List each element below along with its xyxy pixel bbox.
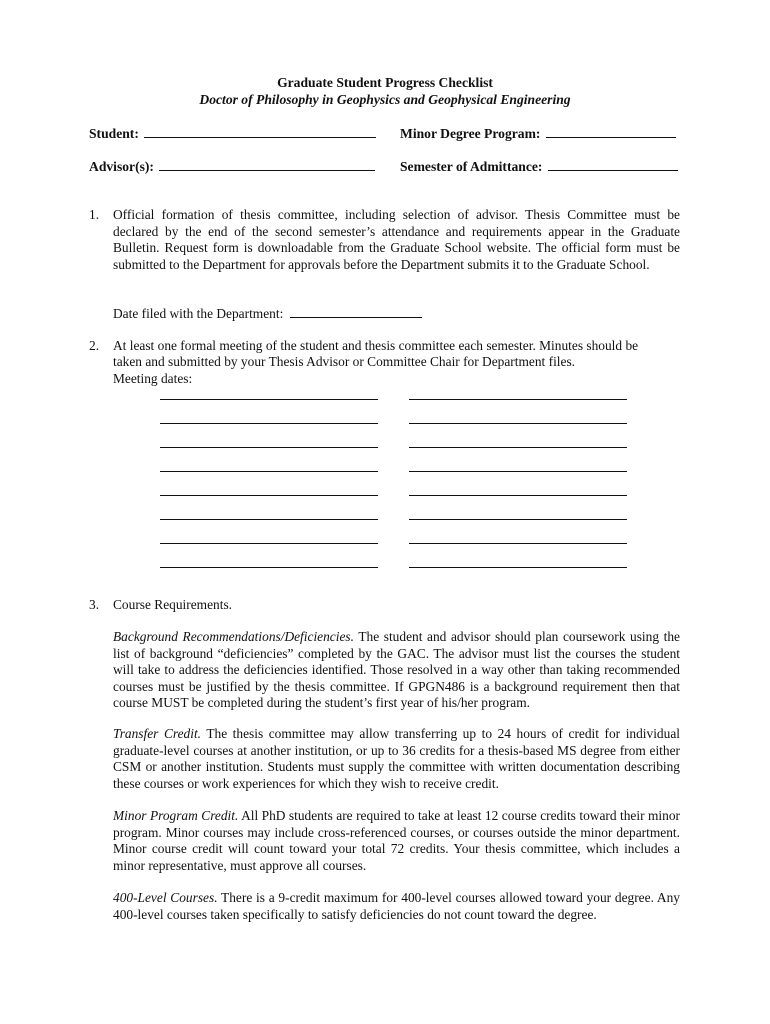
section-body: There is a 9-credit maximum for 400-level courses allowed toward your degree. Any 400-level courses taken specifically to satisfy deficiencies do not count toward the degree. — [113, 890, 680, 922]
item-1-number: 1. — [89, 207, 100, 222]
minor-program-credit-paragraph — [113, 808, 680, 874]
minor-program-blank[interactable] — [546, 125, 676, 138]
meeting-date-line[interactable] — [409, 519, 627, 520]
section-lead: Transfer Credit. — [113, 726, 202, 741]
section-lead: Background Recommendations/Deficiencies. — [113, 629, 354, 644]
meeting-date-line[interactable] — [160, 447, 378, 448]
semester-label: Semester of Admittance: — [400, 159, 543, 174]
meeting-date-line[interactable] — [409, 567, 627, 568]
meeting-date-line[interactable] — [160, 519, 378, 520]
meeting-date-line[interactable] — [409, 423, 627, 424]
advisor-field — [89, 158, 375, 176]
date-filed-field — [113, 305, 422, 323]
meeting-date-line[interactable] — [409, 447, 627, 448]
transfer-credit-paragraph — [113, 726, 680, 792]
advisor-label: Advisor(s): — [89, 159, 154, 174]
student-label: Student: — [89, 126, 139, 141]
date-filed-label: Date filed with the Department: — [113, 306, 284, 321]
item-3-number: 3. — [89, 597, 100, 612]
meeting-date-line[interactable] — [409, 495, 627, 496]
semester-blank[interactable] — [548, 158, 678, 171]
student-blank[interactable] — [144, 125, 376, 138]
item-2-number: 2. — [89, 338, 100, 353]
meeting-date-line[interactable] — [409, 399, 627, 400]
item-1-text: Official formation of thesis committee, including selection of advisor. Thesis Committee must be declared by the end of the second semester’s attendance and requirements appear in the Graduate Bulletin. Request form is downloadable from the Graduate School website. The official form must be submitted to the Department for approvals before the Department submits it to the Graduate School. — [113, 207, 680, 272]
meeting-date-line[interactable] — [160, 399, 378, 400]
page-subtitle: Doctor of Philosophy in Geophysics and Geophysical Engineering — [199, 92, 571, 107]
advisor-blank[interactable] — [159, 158, 375, 171]
minor-program-field — [400, 125, 676, 143]
meeting-date-line[interactable] — [409, 543, 627, 544]
section-body: The thesis committee may allow transferring up to 24 hours of credit for individual graduate-level courses at another institution, or up to 36 credits for a thesis-based MS degree from either CSM or another institution. Students must supply the committee with written documentation describing these courses or work experiences for which they wish to receive credit. — [113, 726, 680, 791]
section-lead: Minor Program Credit. — [113, 808, 239, 823]
meeting-date-line[interactable] — [160, 543, 378, 544]
student-field — [89, 125, 376, 143]
item-2-line-2: taken and submitted by your Thesis Advisor or Committee Chair for Department files. — [113, 354, 576, 369]
meeting-date-line[interactable] — [160, 423, 378, 424]
meeting-dates-label: Meeting dates: — [113, 371, 193, 386]
section-body: The student and advisor should plan coursework using the list of background “deficiencies” completed by the GAC. The advisor must list the courses the student will take to address the deficiencies identified. Those resolved in a way other than taking recommended courses must be justified by the thesis committee. If GPGN486 is a background requirement then that course MUST be completed during the student’s first year of his/her program. — [113, 629, 680, 711]
minor-program-label: Minor Degree Program: — [400, 126, 541, 141]
item-2-line-1: At least one formal meeting of the student and thesis committee each semester. Minutes should be — [113, 338, 639, 353]
date-filed-blank[interactable] — [290, 305, 422, 318]
item-3-heading: Course Requirements. — [113, 597, 233, 612]
section-lead: 400-Level Courses. — [113, 890, 218, 905]
semester-field — [400, 158, 678, 176]
meeting-date-line[interactable] — [160, 567, 378, 568]
400-level-courses-paragraph — [113, 890, 680, 923]
meeting-date-line[interactable] — [160, 495, 378, 496]
meeting-date-line[interactable] — [160, 471, 378, 472]
page-title: Graduate Student Progress Checklist — [277, 75, 493, 90]
section-body: All PhD students are required to take at least 12 course credits toward their minor program. Minor courses may include cross-referenced courses, or courses outside the minor department. Minor course credit will count toward your total 72 credits. Your thesis committee, which includes a minor representative, must approve all courses. — [113, 808, 680, 873]
meeting-date-line[interactable] — [409, 471, 627, 472]
background-deficiencies-paragraph — [113, 629, 680, 712]
